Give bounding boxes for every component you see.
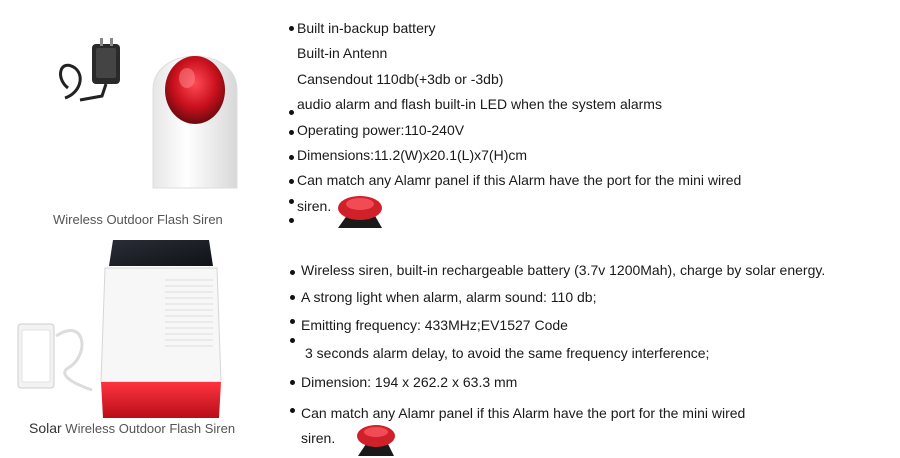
- bullet-dot: [289, 130, 294, 135]
- bullet-dot: [290, 295, 295, 300]
- bullet-dot: [289, 199, 294, 204]
- siren-image-1: [145, 30, 245, 192]
- spec-item: A strong light when alarm, alarm sound: 110 db;: [301, 289, 597, 305]
- bullet-dot: [290, 319, 295, 324]
- product2-caption-prefix: Solar: [29, 420, 62, 436]
- product2-caption: [29, 420, 235, 436]
- spec-item: Can match any Alamr panel if this Alarm have the port for the mini wired: [297, 172, 742, 188]
- bullet-dot: [290, 408, 295, 413]
- spec-item: Operating power:110-240V: [297, 122, 465, 138]
- spec-item: Cansendout 110db(+3db or -3db): [297, 71, 504, 87]
- bullet-dot: [290, 380, 295, 385]
- spec-item: 3 seconds alarm delay, to avoid the same frequency interference;: [305, 345, 710, 361]
- bullet-dot: [289, 218, 294, 223]
- spec-item: Dimensions:11.2(W)x20.1(L)x7(H)cm: [297, 147, 528, 163]
- spec-item: audio alarm and flash built-in LED when the system alarms: [297, 96, 662, 112]
- bullet-dot: [290, 338, 295, 343]
- bullet-dot: [289, 179, 294, 184]
- bullet-dot: [289, 155, 294, 160]
- spec-item: Built-in Antenn: [297, 45, 388, 61]
- mini-siren-image: [334, 192, 386, 234]
- mini-siren-image: [354, 422, 398, 458]
- product1-caption: Wireless Outdoor Flash Siren: [53, 212, 223, 227]
- bullet-dot: [289, 26, 294, 31]
- sensor-module-image: [16, 316, 94, 392]
- spec-item: Can match any Alamr panel if this Alarm have the port for the mini wired: [301, 405, 746, 421]
- spec-item: siren.: [301, 430, 336, 446]
- bullet-dot: [289, 110, 294, 115]
- spec-item: Dimension: 194 x 262.2 x 63.3 mm: [301, 374, 518, 390]
- spec-item: Wireless siren, built-in rechargeable battery (3.7v 1200Mah), charge by solar energy.: [301, 262, 826, 278]
- spec-item: Built in-backup battery: [297, 20, 436, 36]
- product2-caption-rest: Wireless Outdoor Flash Siren: [61, 421, 236, 436]
- spec-item: siren.: [297, 198, 332, 214]
- spec-item: Emitting frequency: 433MHz;EV1527 Code: [301, 317, 568, 333]
- bullet-dot: [290, 270, 295, 275]
- solar-siren-image: [95, 232, 227, 424]
- power-adapter-image: [50, 38, 130, 108]
